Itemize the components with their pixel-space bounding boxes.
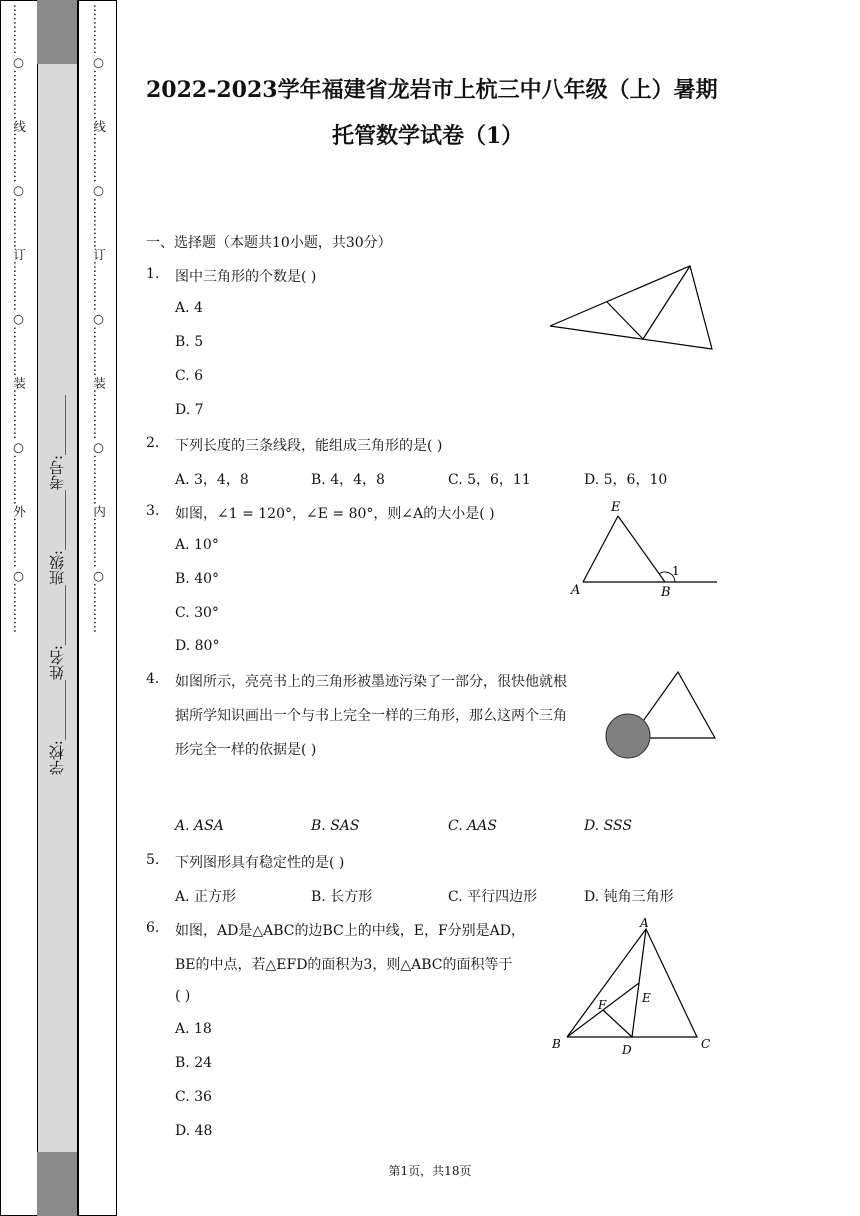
- q6-number: 6.: [146, 920, 160, 936]
- exam-title-line2: 托管数学试卷（1）: [332, 123, 524, 149]
- q6-stem-line3: ( ): [175, 988, 191, 1004]
- q3-label-e: E: [611, 500, 621, 515]
- outer-margin-strip: …………○…………线…………○…………订…………○…………装…………○…………外…………○…………: [11, 4, 26, 634]
- q2-option-d: D. 5，6，10: [584, 472, 668, 488]
- q1-option-b: B. 5: [175, 334, 204, 350]
- q4-stem-line1: 如图所示，亮亮书上的三角形被墨迹污染了一部分，很快他就根: [175, 674, 567, 690]
- q4-stem-line2: 据所学知识画出一个与书上完全一样的三角形，那么这两个三角: [175, 708, 567, 724]
- q4-ink-stained-triangle-figure: [603, 668, 721, 763]
- q1-option-a: A. 4: [175, 300, 203, 316]
- q5-option-c: C. 平行四边形: [448, 889, 538, 905]
- q6-stem-line2: BE的中点，若△EFD的面积为3，则△ABC的面积等于: [175, 957, 513, 973]
- q6-label-e: E: [642, 991, 651, 1005]
- q5-stem: 下列图形具有稳定性的是( ): [175, 855, 345, 871]
- q3-option-d: D. 80°: [175, 638, 220, 654]
- q2-option-c: C. 5，6，11: [448, 472, 531, 488]
- q4-stem-line3: 形完全一样的依据是( ): [175, 742, 317, 758]
- student-info-fields: 学校:________姓名:________班级:________考号:________: [48, 395, 66, 776]
- q4-option-d: D. SSS: [584, 818, 632, 834]
- q1-triangle-figure: [545, 262, 720, 354]
- q1-option-d: D. 7: [175, 402, 204, 418]
- binding-dark-top: [37, 0, 77, 64]
- q1-number: 1.: [146, 266, 160, 282]
- q6-option-a: A. 18: [175, 1021, 212, 1037]
- q2-option-a: A. 3，4，8: [175, 472, 249, 488]
- q3-label-1: 1: [672, 564, 680, 578]
- q4-number: 4.: [146, 671, 160, 687]
- q6-option-c: C. 36: [175, 1089, 212, 1105]
- q4-option-b: B. SAS: [311, 818, 360, 834]
- inner-margin-strip: …………○…………线…………○…………订…………○…………装…………○…………内…………○…………: [91, 4, 106, 634]
- q1-stem: 图中三角形的个数是( ): [175, 269, 317, 285]
- q3-option-b: B. 40°: [175, 571, 220, 587]
- q5-option-d: D. 钝角三角形: [584, 889, 674, 905]
- q6-option-b: B. 24: [175, 1055, 213, 1071]
- section-heading: 一、选择题（本题共10小题，共30分）: [146, 235, 392, 251]
- q3-label-a: A: [571, 583, 581, 598]
- q3-option-a: A. 10°: [175, 537, 219, 553]
- q6-stem-line1: 如图，AD是△ABC的边BC上的中线，E，F分别是AD，: [175, 923, 525, 939]
- q2-option-b: B. 4，4，8: [311, 472, 385, 488]
- q5-option-a: A. 正方形: [175, 889, 237, 905]
- q3-angle-figure: [565, 495, 720, 600]
- q1-option-c: C. 6: [175, 368, 204, 384]
- q3-label-b: B: [661, 585, 671, 600]
- q2-number: 2.: [146, 435, 160, 451]
- q6-label-c: C: [701, 1037, 711, 1051]
- q5-number: 5.: [146, 852, 160, 868]
- q4-option-c: C. AAS: [448, 818, 497, 834]
- page-footer: 第1页，共18页: [388, 1164, 472, 1178]
- q3-option-c: C. 30°: [175, 605, 219, 621]
- q5-option-b: B. 长方形: [311, 889, 373, 905]
- q2-stem: 下列长度的三条线段，能组成三角形的是( ): [175, 438, 443, 454]
- q6-label-b: B: [552, 1037, 561, 1051]
- q3-stem: 如图，∠1 = 120°，∠E = 80°，则∠A的大小是( ): [175, 506, 495, 522]
- q3-number: 3.: [146, 503, 160, 519]
- q6-triangle-median-figure: [545, 915, 720, 1060]
- q6-label-a: A: [640, 916, 649, 930]
- q6-label-f: F: [598, 998, 607, 1012]
- exam-title-line1: 2022-2023学年福建省龙岩市上杭三中八年级（上）暑期: [146, 77, 718, 103]
- q4-option-a: A. ASA: [175, 818, 224, 834]
- q6-label-d: D: [622, 1043, 632, 1057]
- q6-option-d: D. 48: [175, 1123, 213, 1139]
